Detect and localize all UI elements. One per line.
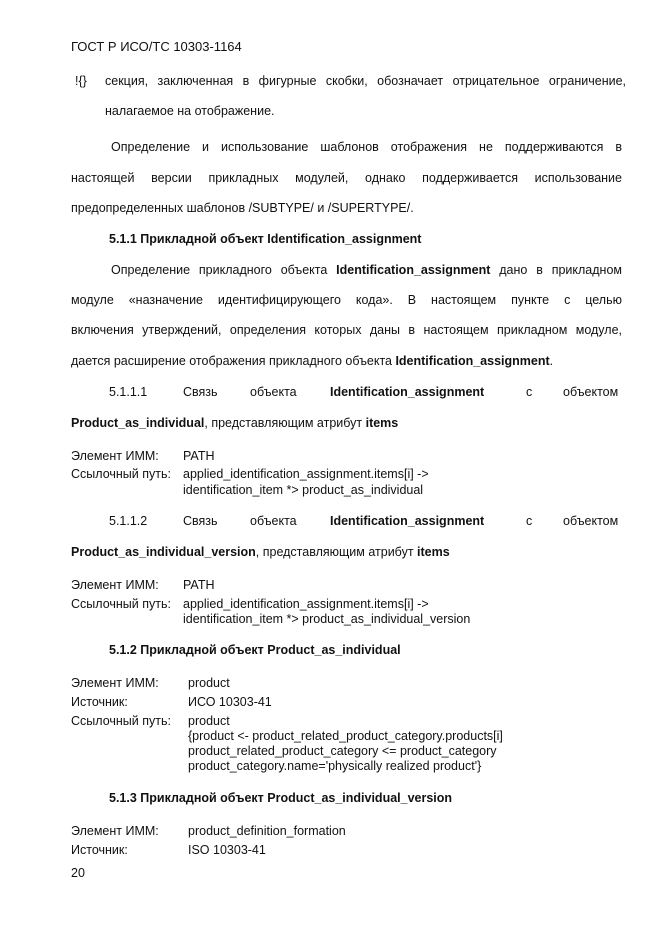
s513-src-label: Источник: [71, 843, 128, 857]
section-heading-5-1-2: 5.1.2 Прикладной объект Product_as_individual [109, 643, 401, 657]
s5111-number: 5.1.1.1 [109, 385, 148, 399]
s5111-word-5: объектом [563, 385, 619, 399]
s513-src-value: ISO 10303-41 [188, 843, 266, 857]
notation-line-1: секция, заключенная в фигурные скобки, обозначает отрицательное ограничение, [105, 74, 626, 88]
s5112-word-5: объектом [563, 514, 619, 528]
s5112-elem-label: Элемент ИММ: [71, 578, 159, 592]
intro-line-1: Определение и использование шаблонов отображения не поддерживаются в [111, 140, 622, 154]
s5111-word-4: с [526, 385, 533, 399]
section-heading-5-1-1: 5.1.1 Прикладной объект Identification_assignment [109, 232, 422, 246]
s511-para-line-2: модуле «назначение идентифицирующего кода». В настоящем пункте с целью [71, 293, 622, 307]
s5111-ref-line-2: identification_item *> product_as_individual [183, 483, 424, 497]
s5112-number: 5.1.1.2 [109, 514, 148, 528]
s512-ref-line-2: {product <- product_related_product_category.products[i] [188, 729, 503, 743]
s512-src-value: ИСО 10303-41 [188, 695, 272, 709]
s511-para-line-4: дается расширение отображения прикладного объекта Identification_assignment. [71, 354, 554, 368]
s5111-elem-label: Элемент ИММ: [71, 449, 159, 463]
s5112-ref-line-2: identification_item *> product_as_individual_version [183, 612, 471, 626]
s5111-word-3: Identification_assignment [330, 385, 485, 399]
s5111-word-2: объекта [250, 385, 297, 399]
section-heading-5-1-3: 5.1.3 Прикладной объект Product_as_individual_version [109, 791, 453, 805]
page-number: 20 [71, 866, 85, 880]
intro-line-3: предопределенных шаблонов /SUBTYPE/ и /SUPERTYPE/. [71, 201, 414, 215]
s5112-word-2: объекта [250, 514, 297, 528]
s5111-word-1: Связь [183, 385, 218, 399]
s512-elem-value: product [188, 676, 230, 690]
s512-src-label: Источник: [71, 695, 128, 709]
s511-para-line-3: включения утверждений, определения которых даны в настоящем прикладном модуле, [71, 323, 622, 337]
s5112-word-1: Связь [183, 514, 218, 528]
s5112-ref-line-1: applied_identification_assignment.items[i] -> [183, 597, 429, 611]
s5112-word-4: с [526, 514, 533, 528]
s5111-ref-line-1: applied_identification_assignment.items[i] -> [183, 467, 429, 481]
s512-ref-line-3: product_related_product_category <= product_category [188, 744, 497, 758]
s512-ref-line-1: product [188, 714, 230, 728]
document-header: ГОСТ Р ИСО/ТС 10303-1164 [71, 39, 242, 54]
notation-line-2: налагаемое на отображение. [105, 104, 275, 118]
s511-para-line-1: Определение прикладного объекта Identification_assignment дано в прикладном [111, 263, 622, 277]
s512-elem-label: Элемент ИММ: [71, 676, 159, 690]
intro-line-2: настоящей версии прикладных модулей, однако поддерживается использование [71, 171, 622, 185]
s5111-title-line-2: Product_as_individual, представляющим атрибут items [71, 416, 399, 430]
s513-elem-label: Элемент ИММ: [71, 824, 159, 838]
s5112-elem-value: PATH [183, 578, 215, 592]
s512-ref-line-4: product_category.name='physically realized product'} [188, 759, 482, 773]
s513-elem-value: product_definition_formation [188, 824, 346, 838]
notation-symbol: !{} [75, 74, 87, 88]
s5111-elem-value: PATH [183, 449, 215, 463]
s5112-ref-label: Ссылочный путь: [71, 597, 171, 611]
s5111-ref-label: Ссылочный путь: [71, 467, 171, 481]
s5112-word-3: Identification_assignment [330, 514, 485, 528]
s512-ref-label: Ссылочный путь: [71, 714, 171, 728]
s5112-title-line-2: Product_as_individual_version, представляющим атрибут items [71, 545, 450, 559]
